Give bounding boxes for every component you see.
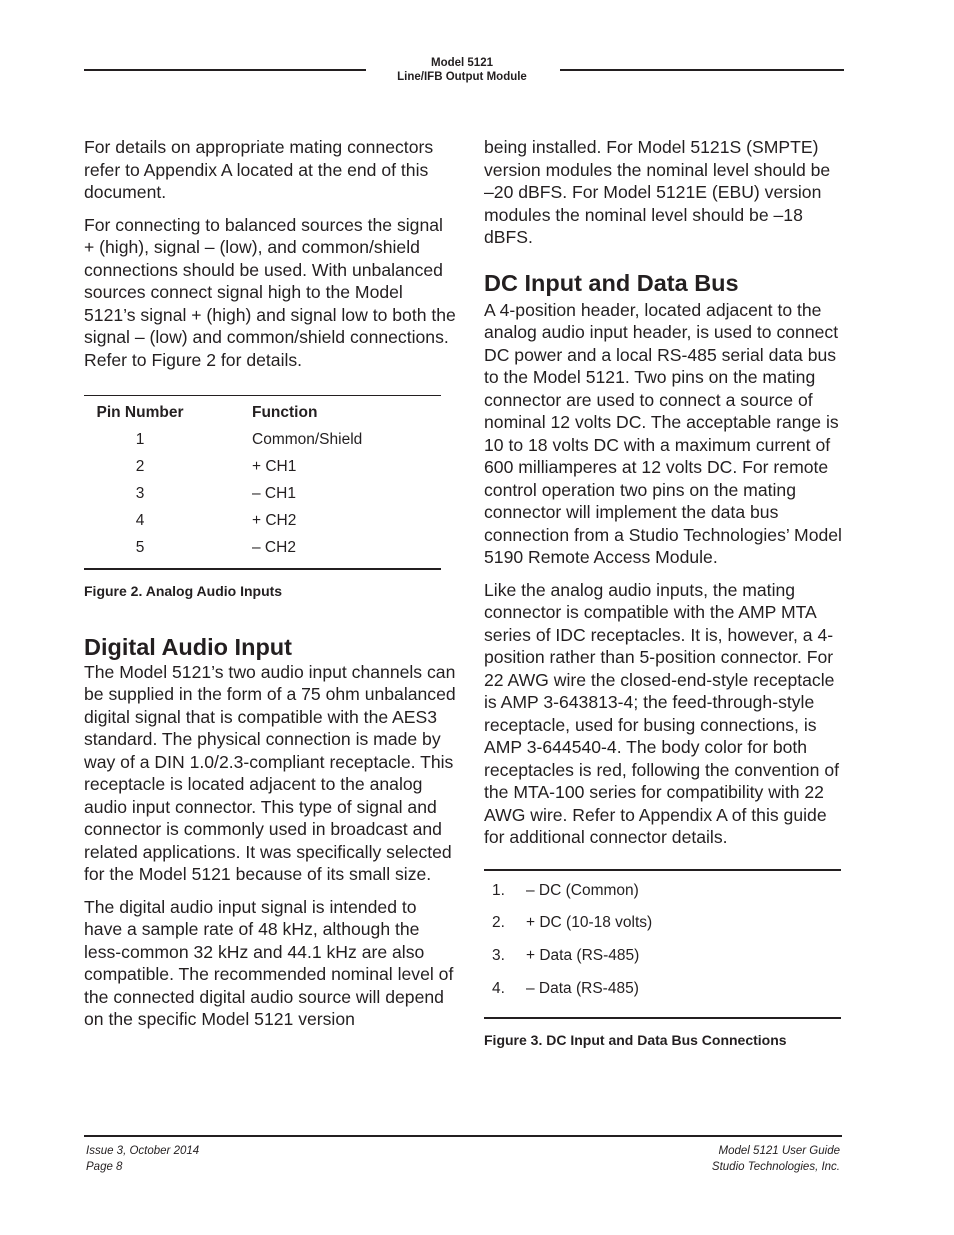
item-number: 1. [492, 881, 505, 899]
col-header-pin-number: Pin Number [96, 404, 184, 422]
list-item [484, 907, 841, 940]
paragraph-mating-connector: Like the analog audio inputs, the mating connector is compatible with the AMP MTA series of IDC receptacles. It is, however, a 4-position rather than 5-position connector. For 22 AWG wire the closed-end-style receptacle is AMP 3-643813-4; the feed-through-style receptacle, used for busing connections, is AMP 3-644540-4. The body color for both receptacles is red, following the convention of the MTA-100 series for compatibility with 22 AWG wire. Refer to Appendix A of this guide for additional connector details. [484, 579, 840, 847]
right-column [484, 136, 844, 1052]
paragraph-nominal-level: being installed. For Model 5121S (SMPTE) version modules the nominal level should be –20 dBFS. For Model 5121E (EBU) version modules the nominal level should be –18 dBFS. [484, 137, 831, 247]
pin-function: Common/Shield [252, 431, 363, 449]
item-number: 3. [492, 946, 505, 964]
paragraph-mating-connectors: For details on appropriate mating connectors refer to Appendix A located at the end of this document. [84, 137, 434, 202]
table-header-row [84, 400, 441, 427]
item-number: 2. [492, 914, 505, 932]
item-label: – DC (Common) [526, 881, 639, 899]
footer-left [86, 1144, 199, 1175]
figure-3-list [484, 869, 841, 1020]
pin-function: – CH2 [252, 539, 296, 557]
table-row [84, 427, 441, 454]
header-rule-left [84, 69, 366, 71]
pin-function: + CH1 [252, 458, 297, 476]
figure-3-caption: Figure 3. DC Input and Data Bus Connections [484, 1032, 787, 1049]
table-row [84, 481, 441, 508]
footer-page-number: Page 8 [86, 1160, 123, 1173]
pin-function: – CH1 [252, 485, 296, 503]
figure-2-table [84, 395, 441, 570]
table-row [84, 535, 441, 562]
table-row [84, 508, 441, 535]
header-rule-right [560, 69, 844, 71]
footer-issue: Issue 3, October 2014 [86, 1145, 200, 1157]
pin-number: 2 [135, 458, 145, 476]
col-header-function: Function [252, 404, 318, 422]
footer-company: Studio Technologies, Inc. [711, 1160, 840, 1173]
item-label: – Data (RS-485) [526, 979, 639, 997]
item-label: + Data (RS-485) [526, 946, 640, 964]
list-item [484, 875, 841, 908]
pin-number: 1 [135, 431, 145, 449]
heading-dc-input-data-bus: DC Input and Data Bus [484, 269, 739, 296]
table-row [84, 454, 441, 481]
item-number: 4. [492, 979, 505, 997]
pin-number: 5 [135, 539, 145, 557]
page-header [362, 56, 562, 84]
list-item [484, 973, 841, 1006]
left-column [84, 136, 456, 1041]
pin-number: 4 [135, 512, 145, 530]
header-model: Model 5121 [431, 57, 493, 69]
paragraph-dc-header: A 4-position header, located adjacent to the analog audio input header, is used to connect DC power and a local RS-485 serial data bus to the Model 5121. Two pins on the mating connector are used to connect a source of nominal 12 volts DC. The acceptable range is 10 to 18 volts DC with a maximum current of 600 milliamperes at 12 volts DC. For remote control operation two pins on the mating connector will implement the data bus connection from a Studio Technologies’ Model 5190 Remote Access Module. [484, 299, 842, 567]
list-item [484, 940, 841, 973]
paragraph-balanced-sources: For connecting to balanced sources the signal + (high), signal – (low), and common/shield connections should be used. With unbalanced sources connect signal high to the Model 5121’s signal + (high) and signal low to both the signal – (low) and common/shield connections. Refer to Figure 2 for details. [84, 214, 456, 370]
pin-function: + CH2 [252, 512, 297, 530]
footer-guide-title: Model 5121 User Guide [718, 1145, 840, 1157]
figure-2-caption: Figure 2. Analog Audio Inputs [84, 583, 283, 599]
footer-right [712, 1144, 840, 1175]
pin-number: 3 [135, 485, 145, 503]
header-subtitle: Line/IFB Output Module [397, 71, 527, 83]
heading-digital-audio-input: Digital Audio Input [84, 633, 292, 660]
footer-rule [84, 1135, 842, 1137]
paragraph-digital-audio-2: The digital audio input signal is intended to have a sample rate of 48 kHz, although the less-common 32 kHz and 44.1 kHz are also compatible. The recommended nominal level of the connected digital audio source will depend on the specific Model 5121 version [84, 896, 454, 1029]
paragraph-digital-audio-1: The Model 5121’s two audio input channels can be supplied in the form of a 75 ohm unbalanced digital signal that is compatible with the AES3 standard. The physical connection is made by way of a DIN 1.0/2.3-compliant receptacle. This receptacle is located adjacent to the analog audio input connector. This type of signal and connector is commonly used in broadcast and related applications. It was specifically selected for the Model 5121 because of its small size. [84, 661, 456, 884]
item-label: + DC (10-18 volts) [526, 914, 653, 932]
